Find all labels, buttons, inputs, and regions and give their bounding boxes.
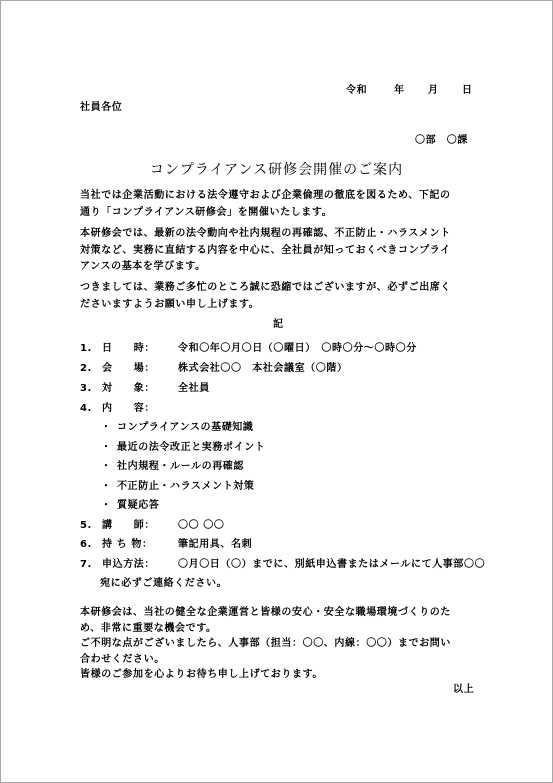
page-title: コンプライアンス研修会開催のご案内 bbox=[149, 162, 404, 178]
date-year: 年 bbox=[394, 85, 405, 96]
item-contents bbox=[80, 399, 178, 414]
text-line: 対策など、実務に直結する内容を中心に、全社員が知っておくべきコンプライ bbox=[80, 244, 451, 256]
item-number: 3. bbox=[80, 383, 92, 394]
text-line: 本研修会では、最新の法令動向や社内規程の再確認、不正防止・ハラスメント bbox=[80, 228, 451, 239]
closing-paragraph bbox=[80, 605, 500, 683]
text-line: め、非常に重要な機会です。 bbox=[80, 622, 217, 634]
bullet-mark: ・ bbox=[101, 461, 112, 472]
item-value: 〇〇 〇〇 bbox=[178, 520, 225, 531]
item-number: 1. bbox=[80, 343, 92, 354]
contents-list-item bbox=[101, 477, 255, 492]
item-label: 講 師： bbox=[102, 520, 155, 531]
item-target bbox=[80, 379, 210, 394]
list-item-text: 質疑応答 bbox=[117, 500, 160, 511]
item-label: 持 ち 物： bbox=[102, 539, 153, 550]
date-line bbox=[346, 81, 473, 96]
text-line: 本研修会は、当社の健全な企業運営と皆様の安心・安全な職場環境づくりのた bbox=[80, 607, 451, 618]
date-day: 日 bbox=[462, 85, 473, 96]
bullet-mark: ・ bbox=[101, 481, 112, 492]
list-item-text: コンプライアンスの基礎知識 bbox=[117, 422, 254, 433]
item-venue bbox=[80, 359, 348, 374]
item-value: 株式会社〇〇 本社会議室（〇階） bbox=[178, 363, 348, 374]
item-value: 〇月〇日（〇）までに、別紙申込書またはメールにて人事部〇〇 bbox=[178, 559, 486, 570]
item-belongings bbox=[80, 535, 252, 550]
text-line: 当社では企業活動における法令遵守および企業倫理の徹底を図るため、下記の bbox=[80, 190, 451, 201]
item-value: 令和〇年〇月〇日（〇曜日） 〇時〇分～〇時〇分 bbox=[178, 343, 417, 354]
bullet-mark: ・ bbox=[101, 500, 112, 511]
item-number: 5. bbox=[80, 520, 92, 531]
item-application bbox=[80, 555, 485, 570]
text-line: つきましては、業務ご多忙のところ誠に恐縮ではございますが、必ずご出席く bbox=[80, 282, 451, 293]
item-label: 申込方法： bbox=[102, 559, 155, 570]
bullet-mark: ・ bbox=[101, 422, 112, 433]
date-month: 月 bbox=[428, 85, 439, 96]
text-line: ご不明な点がございましたら、人事部（担当：〇〇、内線：〇〇）までお問い bbox=[80, 638, 451, 649]
contents-list-item bbox=[101, 496, 159, 511]
list-item-text: 不正防止・ハラスメント対策 bbox=[117, 481, 255, 492]
date-era: 令和 bbox=[346, 85, 368, 96]
closing-mark: 以上 bbox=[453, 684, 475, 695]
bullet-mark: ・ bbox=[101, 442, 112, 453]
item-number: 7. bbox=[80, 559, 92, 570]
list-item-text: 社内規程・ルールの再確認 bbox=[117, 461, 244, 472]
request-paragraph bbox=[80, 280, 490, 313]
recipient: 社員各位 bbox=[80, 102, 123, 113]
item-lecturer bbox=[80, 516, 224, 531]
text-line: アンスの基本を学びます。 bbox=[80, 261, 206, 272]
item-number: 6. bbox=[80, 539, 92, 550]
contents-list-item bbox=[101, 418, 254, 433]
contents-list-item bbox=[101, 438, 265, 453]
text-line: 合わせください。 bbox=[80, 653, 165, 665]
content-paragraph bbox=[80, 226, 490, 276]
item-datetime bbox=[80, 339, 417, 354]
item-number: 2. bbox=[80, 363, 92, 374]
item-label: 内 容： bbox=[102, 403, 155, 414]
text-line: 皆様のご参加を心よりお待ち申し上げております。 bbox=[80, 669, 323, 680]
item-value: 全社員 bbox=[178, 383, 210, 394]
item-label: 対 象： bbox=[102, 383, 155, 394]
item-label: 会 場： bbox=[102, 363, 155, 374]
list-item-text: 最近の法令改正と実務ポイント bbox=[117, 442, 266, 453]
contents-list-item bbox=[101, 457, 244, 472]
ki-heading: 記 bbox=[273, 319, 284, 330]
item-label: 日 時： bbox=[102, 343, 155, 354]
item-application-continued: 宛に必ずご連絡ください。 bbox=[100, 578, 228, 589]
text-line: 通り「コンプライアンス研修会」を開催いたします。 bbox=[80, 206, 333, 218]
text-line: ださいますようお願い申し上げます。 bbox=[80, 298, 260, 310]
item-value: 筆記用具、名刺 bbox=[178, 539, 253, 550]
sender: 〇部 〇課 bbox=[415, 135, 468, 146]
item-number: 4. bbox=[80, 403, 92, 414]
intro-paragraph bbox=[80, 188, 490, 221]
